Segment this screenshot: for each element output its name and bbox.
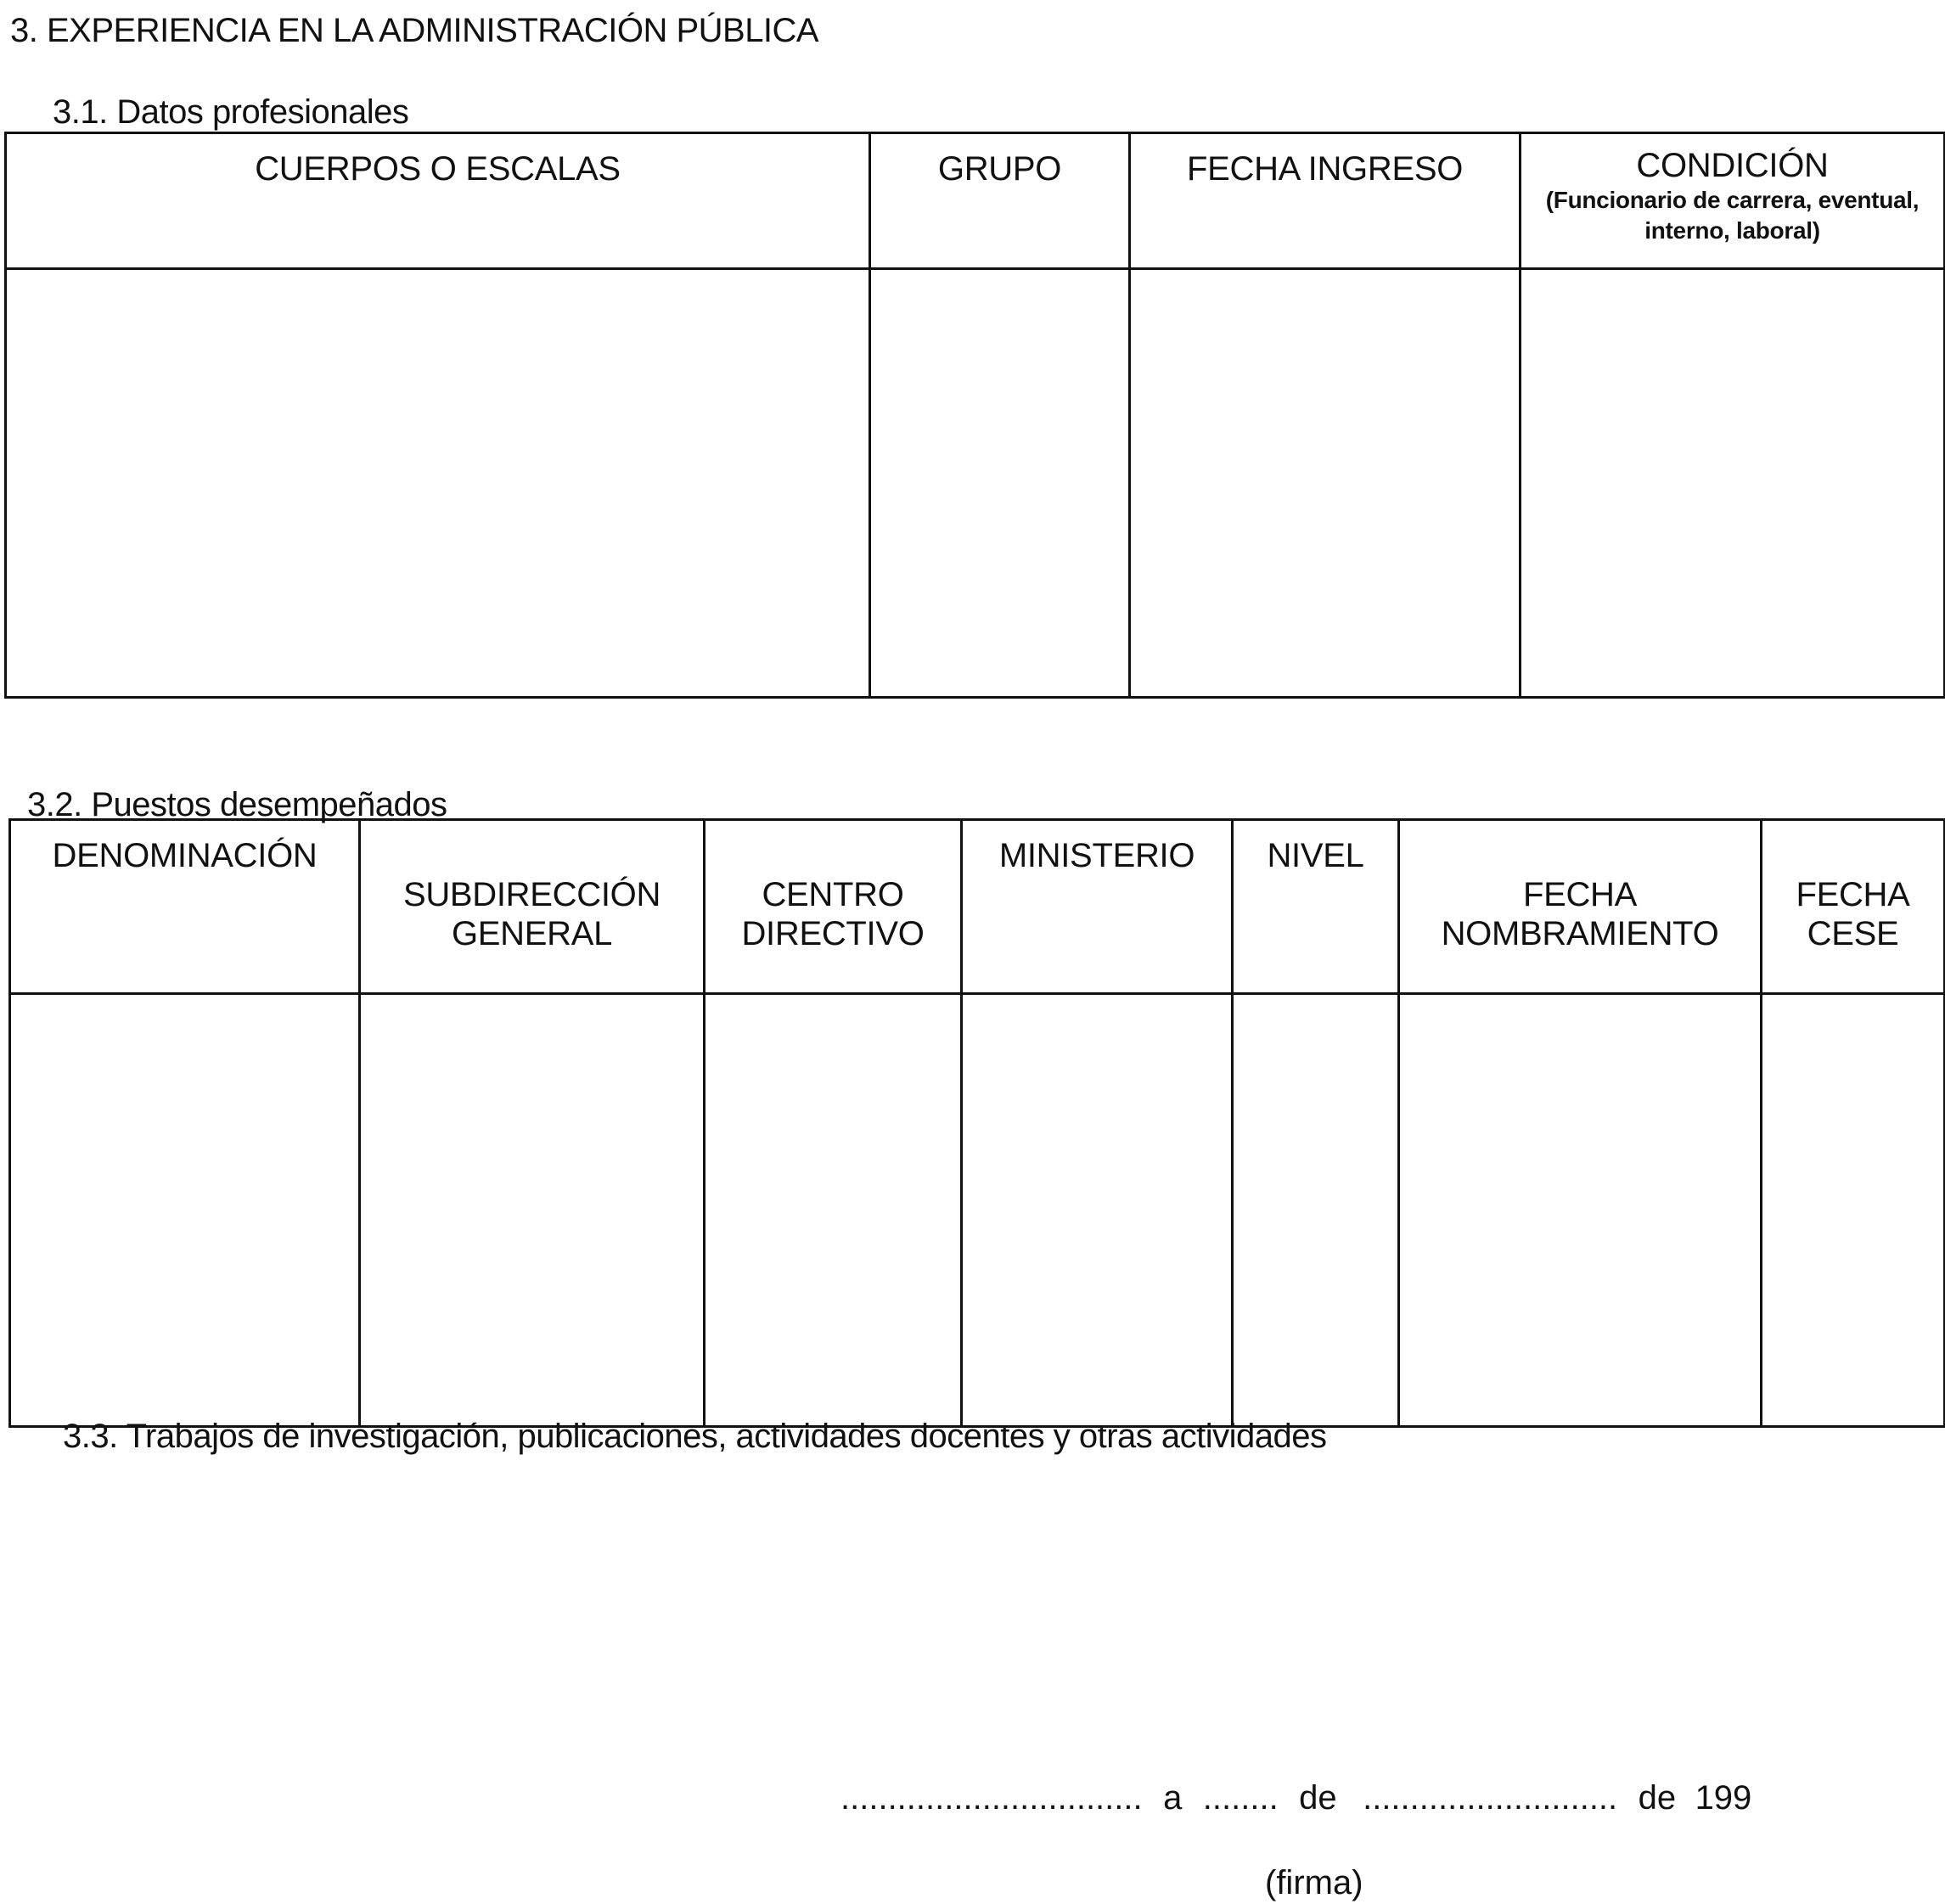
input-cell-fecha-nombramiento[interactable] bbox=[1399, 994, 1762, 1427]
column-header-centro-directivo: CENTRO DIRECTIVO bbox=[705, 820, 962, 994]
firma-label: (firma) bbox=[1265, 1864, 1363, 1901]
trabajos-text-area[interactable] bbox=[63, 1469, 1888, 1749]
input-cell-ministerio[interactable] bbox=[962, 994, 1233, 1427]
column-header-fecha-ingreso: FECHA INGRESO bbox=[1130, 133, 1521, 269]
input-cell-denominacion[interactable] bbox=[10, 994, 360, 1427]
column-header-fecha-cese: FECHA CESE bbox=[1762, 820, 1945, 994]
input-cell-fecha-ingreso[interactable] bbox=[1130, 269, 1521, 698]
subsection-title-datos-profesionales: 3.1. Datos profesionales bbox=[53, 93, 409, 131]
datos-profesionales-table bbox=[4, 132, 1945, 699]
date-a-label: a bbox=[1163, 1779, 1183, 1817]
subsection-title-trabajos: 3.3. Trabajos de investigación, publicaciones, actividades docentes y otras actividades bbox=[63, 1418, 1327, 1455]
table-header-row bbox=[10, 820, 1945, 994]
date-de-label-2: de bbox=[1638, 1779, 1677, 1817]
column-header-cuerpos-escalas: CUERPOS O ESCALAS bbox=[6, 133, 870, 269]
input-cell-condicion[interactable] bbox=[1521, 269, 1945, 698]
date-de-label: de bbox=[1299, 1779, 1337, 1817]
subsection-title-puestos: 3.2. Puestos desempeñados bbox=[27, 786, 447, 823]
column-header-grupo: GRUPO bbox=[870, 133, 1130, 269]
input-cell-cuerpos-escalas[interactable] bbox=[6, 269, 870, 698]
year-prefix: 199 bbox=[1695, 1779, 1752, 1817]
section-title: 3. EXPERIENCIA EN LA ADMINISTRACIÓN PÚBLICA bbox=[10, 12, 819, 49]
condicion-note: (Funcionario de carrera, eventual, interno, laboral) bbox=[1545, 187, 1920, 244]
table-header-row bbox=[6, 133, 1945, 269]
column-header-ministerio: MINISTERIO bbox=[962, 820, 1233, 994]
table-body-row bbox=[10, 994, 1945, 1427]
input-cell-centro-directivo[interactable] bbox=[705, 994, 962, 1427]
column-header-condicion: CONDICIÓN (Funcionario de carrera, eventual, interno, laboral) bbox=[1521, 133, 1945, 269]
month-blank[interactable]: ........................... bbox=[1363, 1779, 1618, 1817]
column-header-fecha-nombramiento: FECHA NOMBRAMIENTO bbox=[1399, 820, 1762, 994]
column-header-subdireccion-general: SUBDIRECCIÓN GENERAL bbox=[360, 820, 705, 994]
column-header-denominacion: DENOMINACIÓN bbox=[10, 820, 360, 994]
input-cell-nivel[interactable] bbox=[1233, 994, 1399, 1427]
place-blank[interactable]: ................................ bbox=[840, 1779, 1143, 1817]
input-cell-fecha-cese[interactable] bbox=[1762, 994, 1945, 1427]
date-line bbox=[840, 1781, 1751, 1815]
input-cell-subdireccion-general[interactable] bbox=[360, 994, 705, 1427]
input-cell-grupo[interactable] bbox=[870, 269, 1130, 698]
table-body-row bbox=[6, 269, 1945, 698]
puestos-table bbox=[8, 818, 1945, 1428]
column-header-nivel: NIVEL bbox=[1233, 820, 1399, 994]
day-blank[interactable]: ........ bbox=[1202, 1779, 1279, 1817]
